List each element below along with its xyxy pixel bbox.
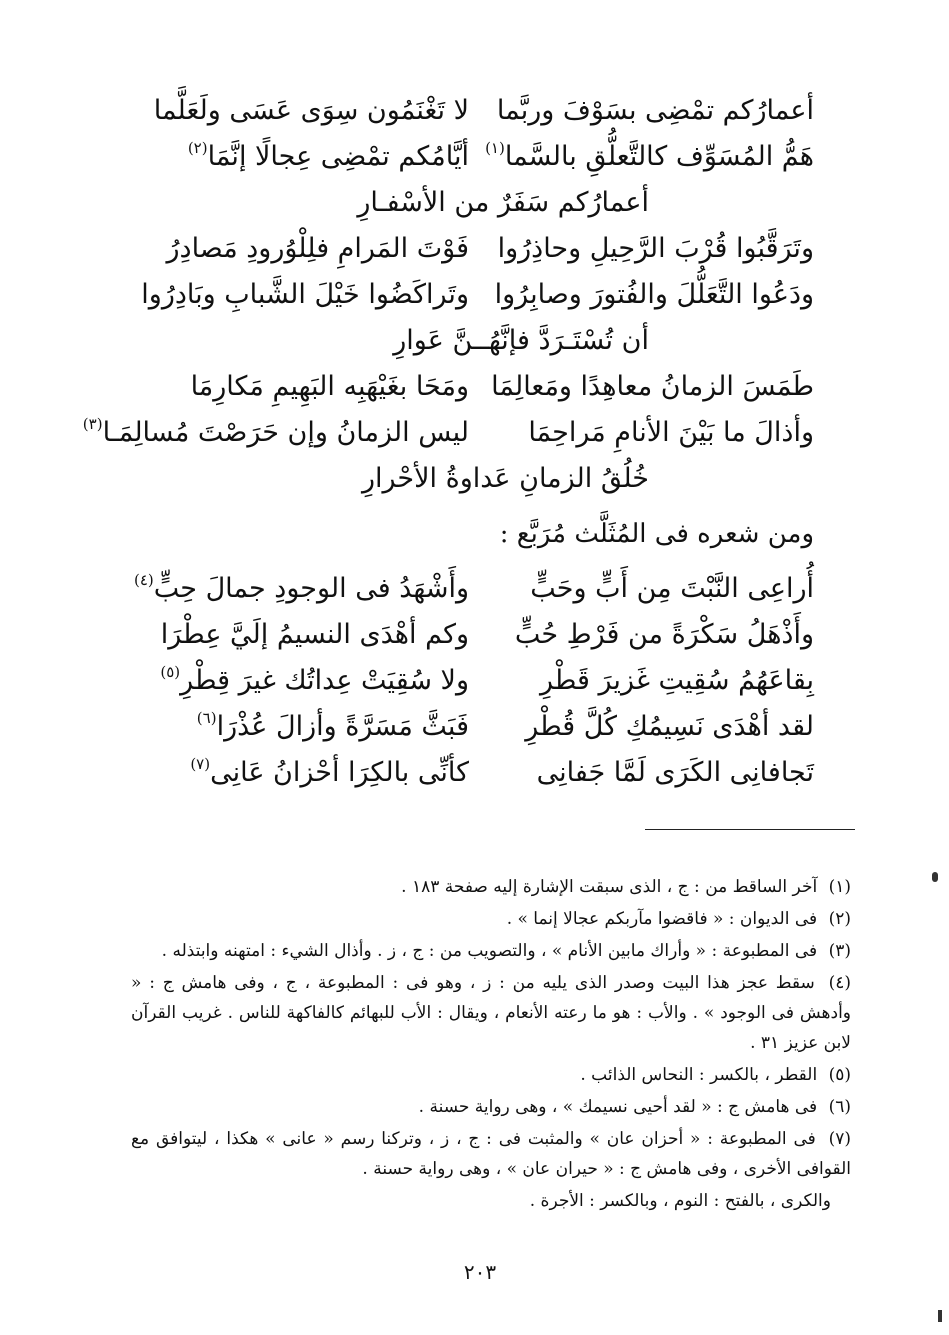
footnote-marker: (١) bbox=[485, 139, 505, 157]
verse-second-hemistich: وتَراكَضُوا خَيْلَ الشَّبابِ وبَادِرُوا bbox=[141, 279, 469, 310]
verse-line bbox=[0, 658, 949, 704]
verse-line bbox=[0, 134, 949, 180]
footnote: (٤) سقط عجز هذا البيت وصدر الذى يليه من : ز ، وهو فى : المطبوعة ، ج ، وفى هامش ج : « وأدهش فى الوجود » . والأب : هو ما رعته الأنعام ، ويقال : الأب للبهائم كالفاكهة للناس . غريب القرآن لابن عزيز ٣١ . bbox=[131, 973, 852, 1053]
verse-first-hemistich: وأَذْهَلُ سَكْرَةً من فَرْطِ حُبٍّ bbox=[514, 619, 814, 650]
verse-first-hemistich: تَجافانِى الكَرَى لَمَّا جَفانِى bbox=[536, 757, 814, 788]
verse-first-hemistich: لقد أهْدَى نَسِيمُكِ كُلَّ قُطْرِ bbox=[525, 711, 814, 742]
verse-line bbox=[0, 750, 949, 796]
stanza-refrain: أن تُسْتَـرَدَّ فإنَّهُــنَّ عَوارِ bbox=[393, 325, 649, 356]
verse-second-hemistich: وأَشْهَدُ فى الوجودِ جمالَ حِبٍّ$^{(٤)}$ bbox=[134, 571, 469, 604]
footnote: (٥) القطر ، بالكسر : النحاس الذائب . bbox=[580, 1065, 851, 1085]
stanza-refrain: خُلُقُ الزمانِ عَداوةُ الأحْرارِ bbox=[361, 463, 649, 494]
verse-second-hemistich: أيَّامُكم تمْضِى عِجالًا إنَّمَا$^{(٢)}$ bbox=[187, 139, 469, 172]
footnote-marker: (٧) bbox=[190, 755, 211, 773]
footnote: (٢) فى الديوان : « فاقضوا مآربكم عجالا إنما » . bbox=[506, 909, 851, 929]
verse-second-hemistich: ليس الزمانُ وإن حَرَصْتَ مُسالِمَـا$^{(٣)}$ bbox=[82, 415, 469, 448]
footnote-separator bbox=[645, 829, 855, 830]
footnote-marker: (٣) bbox=[82, 415, 103, 433]
verse-first-hemistich: طَمَسَ الزمانُ معاهِدًا ومَعالِمَا bbox=[491, 371, 814, 402]
verse-line bbox=[0, 226, 949, 272]
footnotes bbox=[131, 872, 851, 1216]
verse-second-hemistich: كأنِّى بالكِرَا أحْزانُ عَانِى$^{(٧)}$ bbox=[190, 755, 469, 788]
verse-second-hemistich: ولا سُقِيَتْ عِداتُك غيرَ قِطْرِ$^{(٥)}$ bbox=[160, 663, 469, 696]
verse-line bbox=[0, 364, 949, 410]
scan-mark bbox=[932, 872, 938, 882]
footnote-marker: (٥) bbox=[160, 663, 181, 681]
footnote: (٦) فى هامش ج : « لقد أحيى نسيمك » ، وهى رواية حسنة . bbox=[418, 1097, 851, 1117]
verse-line bbox=[0, 704, 949, 750]
page-number: ٢٠٣ bbox=[463, 1260, 497, 1284]
footnote-marker: (٦) bbox=[196, 709, 217, 727]
verse-line bbox=[0, 410, 949, 456]
verse-line bbox=[0, 88, 949, 134]
verse-second-hemistich: وكم أهْدَى النسيمُ إلَيَّ عِطْرَا bbox=[160, 619, 469, 650]
scan-mark bbox=[938, 1310, 942, 1322]
footnote: (١) آخر الساقط من : ج ، الذى سبقت الإشارة إليه صفحة ١٨٣ . bbox=[401, 877, 851, 897]
verse-first-hemistich: هَمُّ المُسَوِّف كالتَّعلُّقِ بالسَّما$^{(١)}$ bbox=[485, 139, 814, 172]
verse-line bbox=[0, 612, 949, 658]
verse-first-hemistich: وتَرَقَّبُوا قُرْبَ الرَّحِيلِ وحاذِرُوا bbox=[497, 233, 814, 264]
footnote: (٧) فى المطبوعة : « أحزان عان » والمثبت فى : ج ، ز ، وتركنا رسم « عانى » هكذا ، ليتوافق مع القوافى الأخرى ، وفى هامش ج : « حيران عان » ، وهى رواية حسنة . bbox=[131, 1129, 851, 1179]
stanza-refrain: أعمارُكم سَفَرٌ من الأسْفـارِ bbox=[357, 187, 649, 218]
verse-second-hemistich: لا تَغْنَمُون سِوَى عَسَى ولَعَلَّما bbox=[153, 95, 469, 126]
verse-second-hemistich: فَوْتَ المَرامِ فلِلْوُرودِ مَصادِرُ bbox=[166, 233, 469, 264]
footnote-continuation: والكرى ، بالفتح : النوم ، وبالكسر : الأجرة . bbox=[529, 1191, 831, 1211]
verse-second-hemistich: ومَحَا بغَيْهَبِه البَهِيمِ مَكارِمَا bbox=[190, 371, 469, 402]
section-heading: ومن شعره فى المُثَلَّث مُرَبَّع : bbox=[499, 519, 814, 549]
verse-first-hemistich: أعمارُكم تمْضِى بسَوْفَ وربَّما bbox=[496, 95, 814, 126]
verse-line bbox=[0, 566, 949, 612]
footnote-marker: (٤) bbox=[134, 571, 154, 589]
verse-first-hemistich: ودَعُوا التَّعَلُّلَ والفُتورَ وصابِرُوا bbox=[494, 279, 814, 310]
verse-first-hemistich: وأذالَ ما بَيْنَ الأنامِ مَراحِمَا bbox=[528, 417, 814, 448]
footnote-marker: (٢) bbox=[187, 139, 208, 157]
verse-first-hemistich: بِقاعَهُمُ سُقِيتِ غَزيرَ قَطْرِ bbox=[540, 665, 814, 696]
footnote: (٣) فى المطبوعة : « وأراك مابين الأنام » ، والتصويب من : ج ، ز . وأذال الشيء : امتهنه وابتذله . bbox=[161, 941, 851, 961]
verse-second-hemistich: فَبَثَّ مَسَرَّةً وأزالَ عُذْرَا$^{(٦)}$ bbox=[196, 709, 469, 742]
verse-first-hemistich: أُراعِى النَّبْتَ مِن أَبٍّ وحَبٍّ bbox=[530, 573, 814, 604]
verse-line bbox=[0, 272, 949, 318]
